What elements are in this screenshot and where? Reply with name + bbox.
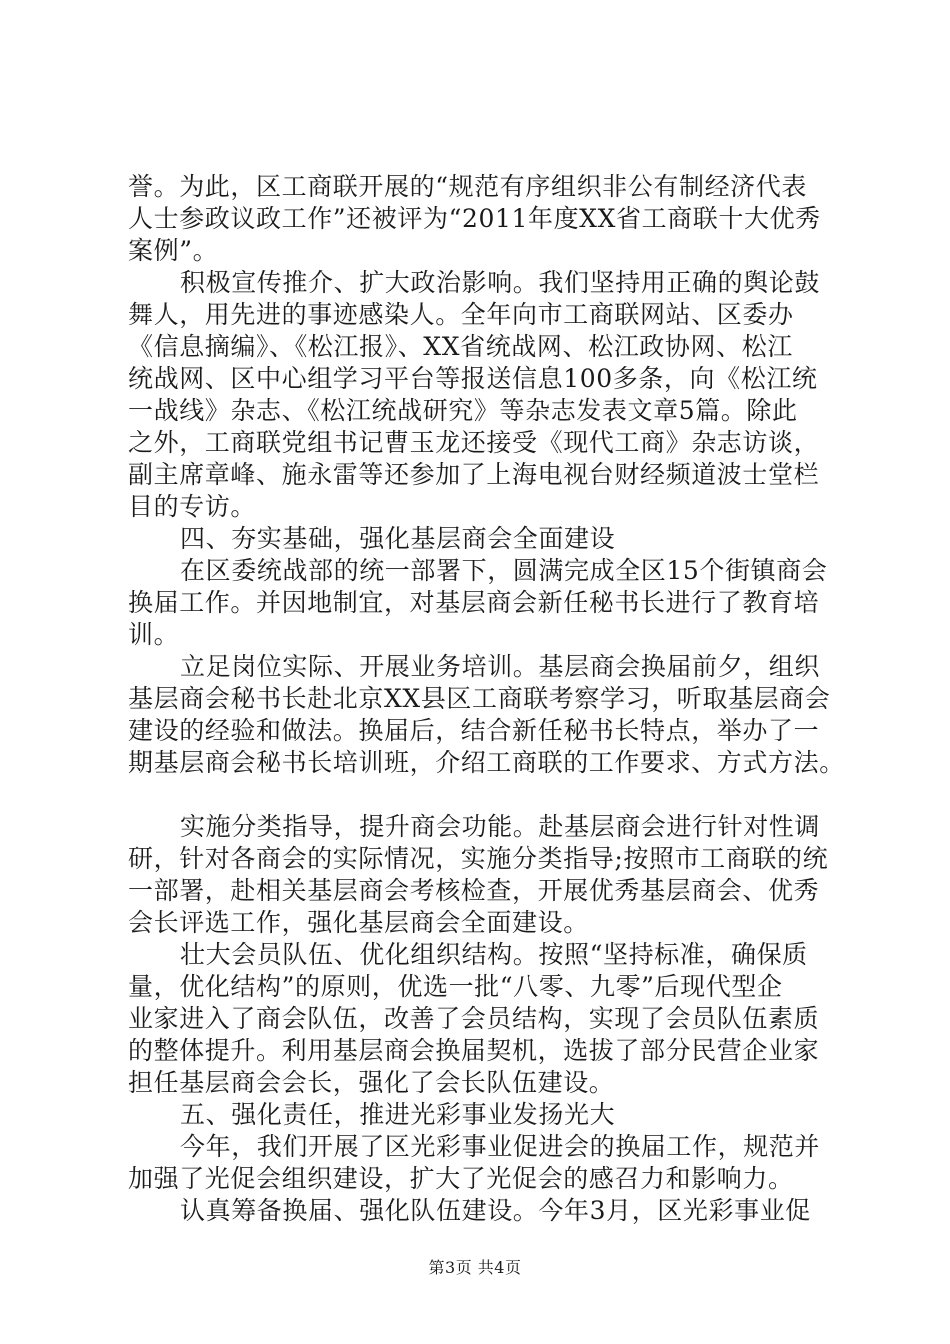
text-line: 加强了光促会组织建设，扩大了光促会的感召力和影响力。 bbox=[128, 1164, 794, 1193]
text-line: 担任基层商会会长，强化了会长队伍建设。 bbox=[128, 1068, 615, 1097]
text-line: 舞人，用先进的事迹感染人。全年向市工商联网站、区委办 bbox=[128, 300, 794, 329]
text-line: 换届工作。并因地制宜，对基层商会新任秘书长进行了教育培 bbox=[128, 588, 820, 617]
paragraph-start-line: 实施分类指导，提升商会功能。赴基层商会进行针对性调 bbox=[180, 812, 821, 841]
paragraph-start-line: 积极宣传推介、扩大政治影响。我们坚持用正确的舆论鼓 bbox=[180, 268, 821, 297]
text-line: 量，优化结构”的原则，优选一批“八零、九零”后现代型企 bbox=[128, 972, 783, 1001]
text-line: 基层商会秘书长赴北京XX县区工商联考察学习，听取基层商会 bbox=[128, 684, 831, 713]
text-line: 建设的经验和做法。换届后，结合新任秘书长特点，举办了一 bbox=[128, 716, 820, 745]
section-heading: 四、夯实基础，强化基层商会全面建设 bbox=[180, 524, 616, 553]
paragraph-start-line: 今年，我们开展了区光彩事业促进会的换届工作，规范并 bbox=[180, 1132, 821, 1161]
text-line: 誉。为此，区工商联开展的“规范有序组织非公有制经济代表 bbox=[128, 172, 807, 201]
text-line: 期基层商会秘书长培训班，介绍工商联的工作要求、方式方法。 bbox=[128, 748, 845, 777]
blank-line bbox=[128, 779, 838, 811]
text-line: 副主席章峰、施永雷等还参加了上海电视台财经频道波士堂栏 bbox=[128, 460, 820, 489]
page-number-footer: 第3页 共4页 bbox=[428, 1258, 522, 1277]
text-line: 的整体提升。利用基层商会换届契机，选拔了部分民营企业家 bbox=[128, 1036, 820, 1065]
text-line: 研，针对各商会的实际情况，实施分类指导;按照市工商联的统 bbox=[128, 844, 829, 873]
section-heading: 五、强化责任，推进光彩事业发扬光大 bbox=[180, 1100, 616, 1129]
text-line: 一战线》杂志、《松江统战研究》等杂志发表文章5篇。除此 bbox=[128, 396, 798, 425]
paragraph-start-line: 在区委统战部的统一部署下，圆满完成全区15个街镇商会 bbox=[180, 556, 828, 585]
paragraph-start-line: 立足岗位实际、开展业务培训。基层商会换届前夕，组织 bbox=[180, 652, 821, 681]
text-line: 之外，工商联党组书记曹玉龙还接受《现代工商》杂志访谈， bbox=[128, 428, 820, 457]
text-line: 《信息摘编》、《松江报》、XX省统战网、松江政协网、松江 bbox=[128, 332, 793, 361]
text-line: 人士参政议政工作”还被评为“2011年度XX省工商联十大优秀 bbox=[128, 204, 821, 233]
text-line: 会长评选工作，强化基层商会全面建设。 bbox=[128, 908, 589, 937]
text-line: 一部署，赴相关基层商会考核检查，开展优秀基层商会、优秀 bbox=[128, 876, 820, 905]
document-body bbox=[128, 171, 845, 1227]
text-line: 目的专访。 bbox=[128, 492, 257, 521]
text-line: 统战网、区中心组学习平台等报送信息100多条，向《松江统 bbox=[128, 364, 818, 393]
text-line: 业家进入了商会队伍，改善了会员结构，实现了会员队伍素质 bbox=[128, 1004, 820, 1033]
paragraph-start-line: 认真筹备换届、强化队伍建设。今年3月，区光彩事业促 bbox=[180, 1196, 811, 1225]
text-line: 案例”。 bbox=[128, 236, 219, 265]
text-line: 训。 bbox=[128, 620, 180, 649]
paragraph-start-line: 壮大会员队伍、优化组织结构。按照“坚持标准，确保质 bbox=[180, 940, 808, 969]
